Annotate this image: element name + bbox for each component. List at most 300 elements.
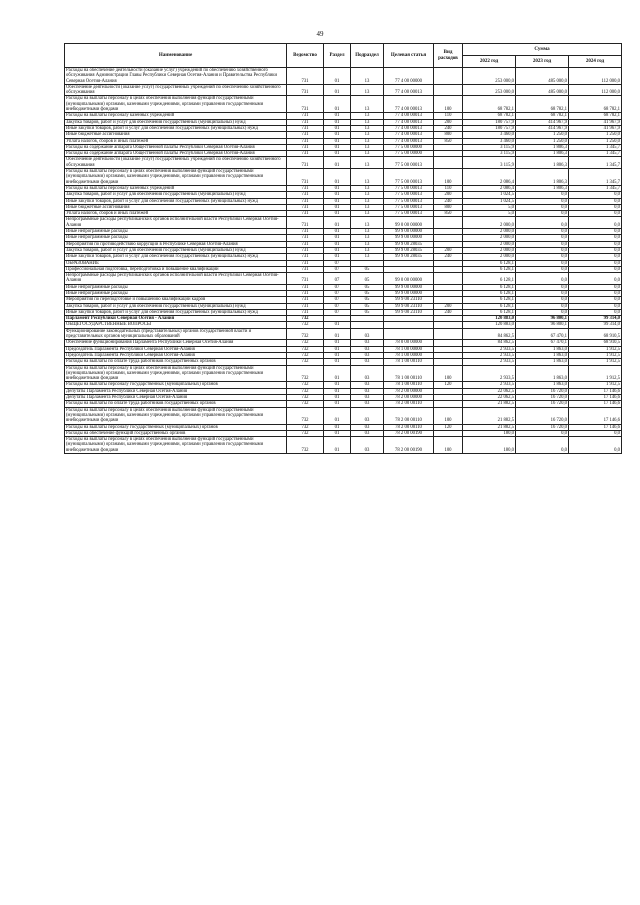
cell-2022: 120 883,0 xyxy=(463,322,516,328)
cell-2023: 1 863,0 xyxy=(516,352,569,358)
cell-target: 78 2 00 00110 xyxy=(384,401,434,407)
cell-name: Обеспечение деятельности (оказание услуг) государственных учреждений по обеспечению хозяйственного обслуживания xyxy=(65,84,287,96)
cell-2023: 0,0 xyxy=(516,430,569,436)
cell-target: 77 4 00 00013 xyxy=(384,132,434,138)
cell-2024: 0,0 xyxy=(569,260,622,266)
cell-subsection: 03 xyxy=(351,382,384,388)
cell-2023: 0,0 xyxy=(516,290,569,296)
cell-ministry: 731 xyxy=(287,260,324,266)
cell-2022: 2 933,5 xyxy=(463,352,516,358)
cell-2022: 180,0 xyxy=(463,437,516,454)
cell-name: Обеспечение функционирования Парламента Республики Северная Осетия-Алания xyxy=(65,340,287,346)
cell-2022: 3 115,9 xyxy=(463,151,516,157)
header-subsection: Подраздел xyxy=(351,44,384,68)
header-2022: 2022 год xyxy=(463,56,516,68)
cell-section: 01 xyxy=(324,157,351,169)
cell-section: 01 xyxy=(324,204,351,210)
cell-2024: 17 146,6 xyxy=(569,401,622,407)
cell-subsection: 13 xyxy=(351,254,384,260)
cell-section: 01 xyxy=(324,247,351,253)
cell-target: 78 1 00 00000 xyxy=(384,346,434,352)
cell-2024: 0,0 xyxy=(569,241,622,247)
cell-target: 77 5 00 00013 xyxy=(384,192,434,198)
cell-ministry: 731 xyxy=(287,144,324,150)
cell-2024: 0,0 xyxy=(569,247,622,253)
cell-2024: 17 146,6 xyxy=(569,407,622,424)
cell-name: Расходы на содержание аппарата Общественной палаты Республики Северная Осетия-Алания xyxy=(65,151,287,157)
cell-ministry: 731 xyxy=(287,247,324,253)
cell-2023: 1 806,3 xyxy=(516,151,569,157)
cell-ministry: 731 xyxy=(287,198,324,204)
cell-2024: 1 345,7 xyxy=(569,169,622,186)
cell-name: Парламент Республики Северная Осетия - Алания xyxy=(65,316,287,322)
cell-expense-type xyxy=(434,273,463,285)
cell-2023: 0,0 xyxy=(516,254,569,260)
cell-2022: 6 128,1 xyxy=(463,297,516,303)
cell-target: 77 5 00 00013 xyxy=(384,157,434,169)
table-row xyxy=(65,407,622,424)
cell-2024: 17 146,6 xyxy=(569,424,622,430)
cell-section: 01 xyxy=(324,217,351,229)
cell-ministry: 731 xyxy=(287,303,324,309)
cell-section: 01 xyxy=(324,340,351,346)
cell-section: 01 xyxy=(324,125,351,131)
cell-expense-type: 110 xyxy=(434,185,463,191)
cell-2024: 0,0 xyxy=(569,437,622,454)
cell-name: Мероприятия по противодействию коррупции в Республике Северная Осетия-Алания xyxy=(65,241,287,247)
cell-name: Депутаты Парламента Республики Северная Осетия-Алания xyxy=(65,395,287,401)
table-row xyxy=(65,169,622,186)
cell-section: 01 xyxy=(324,68,351,85)
cell-2024: 1 345,7 xyxy=(569,144,622,150)
cell-expense-type: 100 xyxy=(434,437,463,454)
cell-2023: 0,0 xyxy=(516,437,569,454)
header-expense-type: Вид расходов xyxy=(434,44,463,68)
cell-ministry: 732 xyxy=(287,430,324,436)
cell-target: 77 4 00 00013 xyxy=(384,113,434,119)
cell-name: Председатель Парламента Республики Северная Осетия-Алания xyxy=(65,352,287,358)
cell-section: 01 xyxy=(324,365,351,382)
cell-section: 07 xyxy=(324,260,351,266)
cell-target: 78 1 00 00110 xyxy=(384,382,434,388)
cell-2022: 6 128,1 xyxy=(463,284,516,290)
cell-ministry: 731 xyxy=(287,119,324,125)
cell-section: 01 xyxy=(324,119,351,125)
cell-2022: 2 000,0 xyxy=(463,235,516,241)
cell-section: 01 xyxy=(324,388,351,394)
cell-ministry: 732 xyxy=(287,352,324,358)
cell-section: 01 xyxy=(324,198,351,204)
cell-expense-type: 110 xyxy=(434,113,463,119)
cell-subsection: 05 xyxy=(351,273,384,285)
cell-2024: 0,0 xyxy=(569,266,622,272)
header-section: Раздел xyxy=(324,44,351,68)
cell-2022: 6 128,1 xyxy=(463,260,516,266)
cell-subsection: 03 xyxy=(351,340,384,346)
cell-name: Расходы на выплаты по оплате труда работников государственных органов xyxy=(65,359,287,365)
cell-target: 77 5 00 00013 xyxy=(384,169,434,186)
cell-2023: 0,0 xyxy=(516,229,569,235)
cell-2022: 2 933,5 xyxy=(463,346,516,352)
cell-ministry: 731 xyxy=(287,217,324,229)
cell-2023: 0,0 xyxy=(516,241,569,247)
cell-2022: 68 782,1 xyxy=(463,113,516,119)
cell-expense-type: 800 xyxy=(434,132,463,138)
cell-expense-type: 240 xyxy=(434,198,463,204)
table-row xyxy=(65,84,622,96)
cell-2023: 16 720,0 xyxy=(516,401,569,407)
cell-2024: 1 912,5 xyxy=(569,382,622,388)
cell-target: 78 2 00 00190 xyxy=(384,437,434,454)
cell-subsection: 03 xyxy=(351,328,384,340)
cell-ministry: 731 xyxy=(287,185,324,191)
cell-2022: 180,0 xyxy=(463,430,516,436)
cell-section: 01 xyxy=(324,132,351,138)
cell-ministry: 731 xyxy=(287,273,324,285)
cell-section: 01 xyxy=(324,192,351,198)
budget-table xyxy=(64,43,622,454)
cell-target: 77 5 00 00013 xyxy=(384,204,434,210)
cell-name: Расходы на выплаты персоналу в целях обеспечения выполнения функций государственными (муниципальными) органами, казенными учреждениями, органами управления государственными внебюджетными фондами xyxy=(65,169,287,186)
cell-2024: 68 910,5 xyxy=(569,340,622,346)
cell-target: 78 1 00 00000 xyxy=(384,352,434,358)
cell-2023: 67 470,1 xyxy=(516,328,569,340)
cell-section: 01 xyxy=(324,241,351,247)
cell-2022: 6 128,1 xyxy=(463,303,516,309)
cell-ministry: 731 xyxy=(287,84,324,96)
cell-subsection: 03 xyxy=(351,407,384,424)
cell-2022: 120 883,0 xyxy=(463,316,516,322)
cell-2022: 253 000,0 xyxy=(463,68,516,85)
cell-ministry: 731 xyxy=(287,169,324,186)
cell-ministry: 731 xyxy=(287,266,324,272)
cell-target: 78 2 00 00110 xyxy=(384,407,434,424)
cell-target: 78 2 00 00110 xyxy=(384,424,434,430)
cell-ministry: 731 xyxy=(287,204,324,210)
cell-subsection: 05 xyxy=(351,290,384,296)
cell-2022: 3 460,0 xyxy=(463,138,516,144)
cell-2023: 1 806,3 xyxy=(516,144,569,150)
cell-section: 01 xyxy=(324,437,351,454)
cell-2022: 3 460,0 xyxy=(463,132,516,138)
table-row xyxy=(65,328,622,340)
cell-name: Расходы на выплаты персоналу в целях обеспечения выполнения функций государственными (муниципальными) органами, казенными учреждениями, органами управления государственными внебюджетными фондами xyxy=(65,407,287,424)
cell-expense-type xyxy=(434,328,463,340)
cell-section: 01 xyxy=(324,144,351,150)
cell-subsection: 03 xyxy=(351,395,384,401)
cell-expense-type: 200 xyxy=(434,303,463,309)
cell-2022: 68 782,1 xyxy=(463,96,516,113)
cell-name: Расходы на выплаты персоналу в целях обеспечения выполнения функций государственными (муниципальными) органами, казенными учреждениями, органами управления государственными внебюджетными фондами xyxy=(65,437,287,454)
cell-subsection: 13 xyxy=(351,169,384,186)
cell-ministry: 731 xyxy=(287,113,324,119)
cell-target: 77 4 00 00013 xyxy=(384,125,434,131)
cell-section: 07 xyxy=(324,297,351,303)
cell-section: 01 xyxy=(324,235,351,241)
cell-2022: 6 128,1 xyxy=(463,266,516,272)
cell-2024: 0,0 xyxy=(569,290,622,296)
cell-2023: 1 806,3 xyxy=(516,157,569,169)
cell-2023: 96 800,1 xyxy=(516,322,569,328)
cell-subsection: 13 xyxy=(351,247,384,253)
cell-subsection: 03 xyxy=(351,352,384,358)
cell-name: Иные непрограммные расходы xyxy=(65,290,287,296)
cell-2024: 0,0 xyxy=(569,273,622,285)
cell-section: 01 xyxy=(324,352,351,358)
cell-ministry: 732 xyxy=(287,365,324,382)
cell-2023: 67 470,1 xyxy=(516,340,569,346)
cell-2024: 68 782,1 xyxy=(569,113,622,119)
cell-expense-type: 240 xyxy=(434,125,463,131)
cell-expense-type: 100 xyxy=(434,169,463,186)
cell-target: 99 0 00 00000 xyxy=(384,217,434,229)
cell-name: Расходы на выплаты персоналу государственных (муниципальных) органов xyxy=(65,382,287,388)
cell-ministry: 731 xyxy=(287,235,324,241)
cell-target: 78 0 00 00000 xyxy=(384,340,434,346)
cell-2023: 0,0 xyxy=(516,284,569,290)
cell-expense-type xyxy=(434,84,463,96)
cell-target: 77 4 00 00013 xyxy=(384,119,434,125)
cell-target: 99 9 00 00000 xyxy=(384,235,434,241)
cell-2022: 2 933,5 xyxy=(463,365,516,382)
cell-2024: 1 250,0 xyxy=(569,132,622,138)
cell-2022: 2 000,0 xyxy=(463,217,516,229)
cell-2024: 0,0 xyxy=(569,217,622,229)
cell-target: 77 4 00 00013 xyxy=(384,138,434,144)
cell-2023: 0,0 xyxy=(516,192,569,198)
cell-ministry: 731 xyxy=(287,138,324,144)
cell-target: 99 9 00 28035 xyxy=(384,247,434,253)
cell-ministry: 731 xyxy=(287,211,324,217)
header-2023: 2023 год xyxy=(516,56,569,68)
cell-2023: 68 782,1 xyxy=(516,113,569,119)
cell-subsection: 05 xyxy=(351,297,384,303)
cell-section: 01 xyxy=(324,211,351,217)
cell-2024: 41 967,9 xyxy=(569,125,622,131)
cell-2024: 99 314,0 xyxy=(569,316,622,322)
cell-ministry: 731 xyxy=(287,241,324,247)
cell-2024: 0,0 xyxy=(569,254,622,260)
cell-name: ОБЩЕГОСУДАРСТВЕННЫЕ ВОПРОСЫ xyxy=(65,322,287,328)
cell-section: 07 xyxy=(324,303,351,309)
cell-2024: 0,0 xyxy=(569,211,622,217)
table-row xyxy=(65,273,622,285)
cell-2022: 84 862,5 xyxy=(463,340,516,346)
cell-subsection: 13 xyxy=(351,113,384,119)
cell-2022: 1 024,5 xyxy=(463,192,516,198)
cell-ministry: 731 xyxy=(287,297,324,303)
cell-name: Расходы на содержание аппарата Общественной палаты Республики Северная Осетия-Алания xyxy=(65,144,287,150)
cell-ministry: 732 xyxy=(287,316,324,322)
cell-section: 01 xyxy=(324,96,351,113)
cell-2024: 0,0 xyxy=(569,204,622,210)
table-row xyxy=(65,157,622,169)
cell-subsection: 13 xyxy=(351,229,384,235)
cell-2022: 6 128,1 xyxy=(463,273,516,285)
cell-ministry: 732 xyxy=(287,382,324,388)
cell-2023: 0,0 xyxy=(516,217,569,229)
cell-name: Иные непрограммные расходы xyxy=(65,235,287,241)
cell-name: Закупка товаров, работ и услуг для обеспечения государственных (муниципальных) нужд xyxy=(65,119,287,125)
cell-2023: 0,0 xyxy=(516,211,569,217)
cell-2022: 2 086,4 xyxy=(463,185,516,191)
cell-2023: 16 720,0 xyxy=(516,395,569,401)
cell-name: Закупка товаров, работ и услуг для обеспечения государственных (муниципальных) нужд xyxy=(65,247,287,253)
cell-name: Расходы на выплаты персоналу в целях обеспечения выполнения функций государственными (муниципальными) органами, казенными учреждениями, органами управления государственными внебюджетными фондами xyxy=(65,96,287,113)
cell-name: Закупка товаров, работ и услуг для обеспечения государственных (муниципальных) нужд xyxy=(65,303,287,309)
cell-2023: 0,0 xyxy=(516,297,569,303)
cell-2022: 3 115,9 xyxy=(463,144,516,150)
table-row xyxy=(65,68,622,85)
cell-2023: 0,0 xyxy=(516,303,569,309)
cell-subsection: 13 xyxy=(351,119,384,125)
cell-name: Расходы на выплаты персоналу казенных учреждений xyxy=(65,113,287,119)
cell-section: 01 xyxy=(324,254,351,260)
cell-ministry: 731 xyxy=(287,151,324,157)
cell-target: 77 5 00 00013 xyxy=(384,198,434,204)
cell-subsection: 13 xyxy=(351,241,384,247)
cell-ministry: 731 xyxy=(287,157,324,169)
header-2024: 2024 год xyxy=(569,56,622,68)
cell-2023: 414 967,9 xyxy=(516,125,569,131)
cell-target: 99 9 00 23110 xyxy=(384,309,434,315)
cell-2024: 1 912,5 xyxy=(569,352,622,358)
cell-expense-type: 200 xyxy=(434,119,463,125)
cell-section: 01 xyxy=(324,407,351,424)
cell-2022: 180 757,9 xyxy=(463,125,516,131)
cell-2024: 0,0 xyxy=(569,303,622,309)
cell-subsection: 13 xyxy=(351,68,384,85)
cell-2022: 21 882,5 xyxy=(463,424,516,430)
cell-subsection: 05 xyxy=(351,284,384,290)
cell-ministry: 732 xyxy=(287,322,324,328)
cell-name: Закупка товаров, работ и услуг для обеспечения государственных (муниципальных) нужд xyxy=(65,192,287,198)
cell-2024: 112 000,0 xyxy=(569,68,622,85)
cell-ministry: 732 xyxy=(287,346,324,352)
cell-name: Иные непрограммные расходы xyxy=(65,284,287,290)
cell-2022: 22 062,5 xyxy=(463,388,516,394)
cell-2023: 68 782,1 xyxy=(516,96,569,113)
cell-expense-type: 800 xyxy=(434,204,463,210)
cell-2022: 6 128,1 xyxy=(463,290,516,296)
cell-2022: 2 000,0 xyxy=(463,254,516,260)
cell-name: Председатель Парламента Республики Северная Осетия-Алания xyxy=(65,346,287,352)
cell-2024: 0,0 xyxy=(569,430,622,436)
cell-2024: 1 912,5 xyxy=(569,365,622,382)
cell-expense-type: 120 xyxy=(434,424,463,430)
cell-expense-type: 240 xyxy=(434,254,463,260)
cell-2022: 3 115,9 xyxy=(463,157,516,169)
cell-subsection: 03 xyxy=(351,359,384,365)
header-ministry: Ведомство xyxy=(287,44,324,68)
cell-ministry: 731 xyxy=(287,229,324,235)
cell-target: 77 4 00 00013 xyxy=(384,96,434,113)
cell-target: 78 2 00 00000 xyxy=(384,395,434,401)
cell-ministry: 732 xyxy=(287,401,324,407)
cell-2022: 5,0 xyxy=(463,204,516,210)
cell-section: 01 xyxy=(324,169,351,186)
cell-subsection: 13 xyxy=(351,132,384,138)
cell-section: 07 xyxy=(324,273,351,285)
cell-subsection: 13 xyxy=(351,84,384,96)
cell-subsection: 13 xyxy=(351,151,384,157)
cell-ministry: 732 xyxy=(287,388,324,394)
cell-section: 01 xyxy=(324,401,351,407)
cell-target: 78 2 00 00190 xyxy=(384,430,434,436)
cell-2024: 1 345,7 xyxy=(569,157,622,169)
cell-2023: 0,0 xyxy=(516,266,569,272)
cell-name: Иные закупки товаров, работ и услуг для обеспечения государственных (муниципальных) нужд xyxy=(65,125,287,131)
cell-expense-type xyxy=(434,217,463,229)
cell-ministry: 732 xyxy=(287,328,324,340)
cell-2024: 0,0 xyxy=(569,229,622,235)
cell-2024: 0,0 xyxy=(569,297,622,303)
cell-section: 07 xyxy=(324,309,351,315)
cell-2023: 0,0 xyxy=(516,273,569,285)
cell-expense-type: 100 xyxy=(434,365,463,382)
cell-target: 77 5 00 00000 xyxy=(384,151,434,157)
cell-subsection: 03 xyxy=(351,346,384,352)
cell-2023: 16 720,0 xyxy=(516,388,569,394)
cell-2024: 68 910,5 xyxy=(569,328,622,340)
cell-2023: 485 000,0 xyxy=(516,84,569,96)
cell-section: 01 xyxy=(324,322,351,328)
cell-name: Иные непрограммные расходы xyxy=(65,229,287,235)
cell-2023: 0,0 xyxy=(516,247,569,253)
cell-section: 07 xyxy=(324,266,351,272)
cell-section: 07 xyxy=(324,290,351,296)
cell-2023: 1 806,3 xyxy=(516,169,569,186)
cell-2023: 96 800,1 xyxy=(516,316,569,322)
cell-subsection: 03 xyxy=(351,430,384,436)
cell-target: 78 1 00 00110 xyxy=(384,365,434,382)
cell-name: Иные закупки товаров, работ и услуг для обеспечения государственных (муниципальных) нужд xyxy=(65,309,287,315)
cell-2023: 1 863,0 xyxy=(516,346,569,352)
cell-target: 99 9 00 28035 xyxy=(384,254,434,260)
cell-name: Депутаты Парламента Республики Северная Осетия-Алания xyxy=(65,388,287,394)
cell-subsection: 03 xyxy=(351,401,384,407)
cell-2024: 112 000,0 xyxy=(569,84,622,96)
cell-target: 78 2 00 00000 xyxy=(384,388,434,394)
cell-subsection: 13 xyxy=(351,96,384,113)
cell-expense-type: 200 xyxy=(434,192,463,198)
cell-name: Профессиональная подготовка, переподготовка и повышение квалификации xyxy=(65,266,287,272)
cell-name: Непрограммные расходы республиканских органов исполнительной власти Республики Северная Осетия-Алания xyxy=(65,217,287,229)
cell-2022: 21 882,5 xyxy=(463,407,516,424)
cell-target: 99 9 00 00000 xyxy=(384,290,434,296)
cell-2022: 2 000,0 xyxy=(463,247,516,253)
cell-2022: 21 882,5 xyxy=(463,401,516,407)
header-sums: Сумма xyxy=(463,44,622,56)
cell-2023: 16 720,0 xyxy=(516,424,569,430)
cell-2022: 180 757,9 xyxy=(463,119,516,125)
cell-subsection: 03 xyxy=(351,437,384,454)
cell-name: Непрограммные расходы республиканских органов исполнительной власти Республики Северная Осетия-Алания xyxy=(65,273,287,285)
cell-target xyxy=(384,328,434,340)
cell-2023: 1 863,0 xyxy=(516,365,569,382)
cell-ministry: 732 xyxy=(287,424,324,430)
cell-2024: 68 782,1 xyxy=(569,96,622,113)
cell-subsection: 13 xyxy=(351,217,384,229)
cell-subsection: 13 xyxy=(351,204,384,210)
cell-name: Иные закупки товаров, работ и услуг для обеспечения государственных (муниципальных) нужд xyxy=(65,254,287,260)
cell-ministry: 731 xyxy=(287,68,324,85)
cell-section: 01 xyxy=(324,424,351,430)
cell-2023: 1 863,0 xyxy=(516,359,569,365)
cell-expense-type: 200 xyxy=(434,247,463,253)
cell-target: 99 0 00 00000 xyxy=(384,273,434,285)
cell-subsection: 13 xyxy=(351,157,384,169)
